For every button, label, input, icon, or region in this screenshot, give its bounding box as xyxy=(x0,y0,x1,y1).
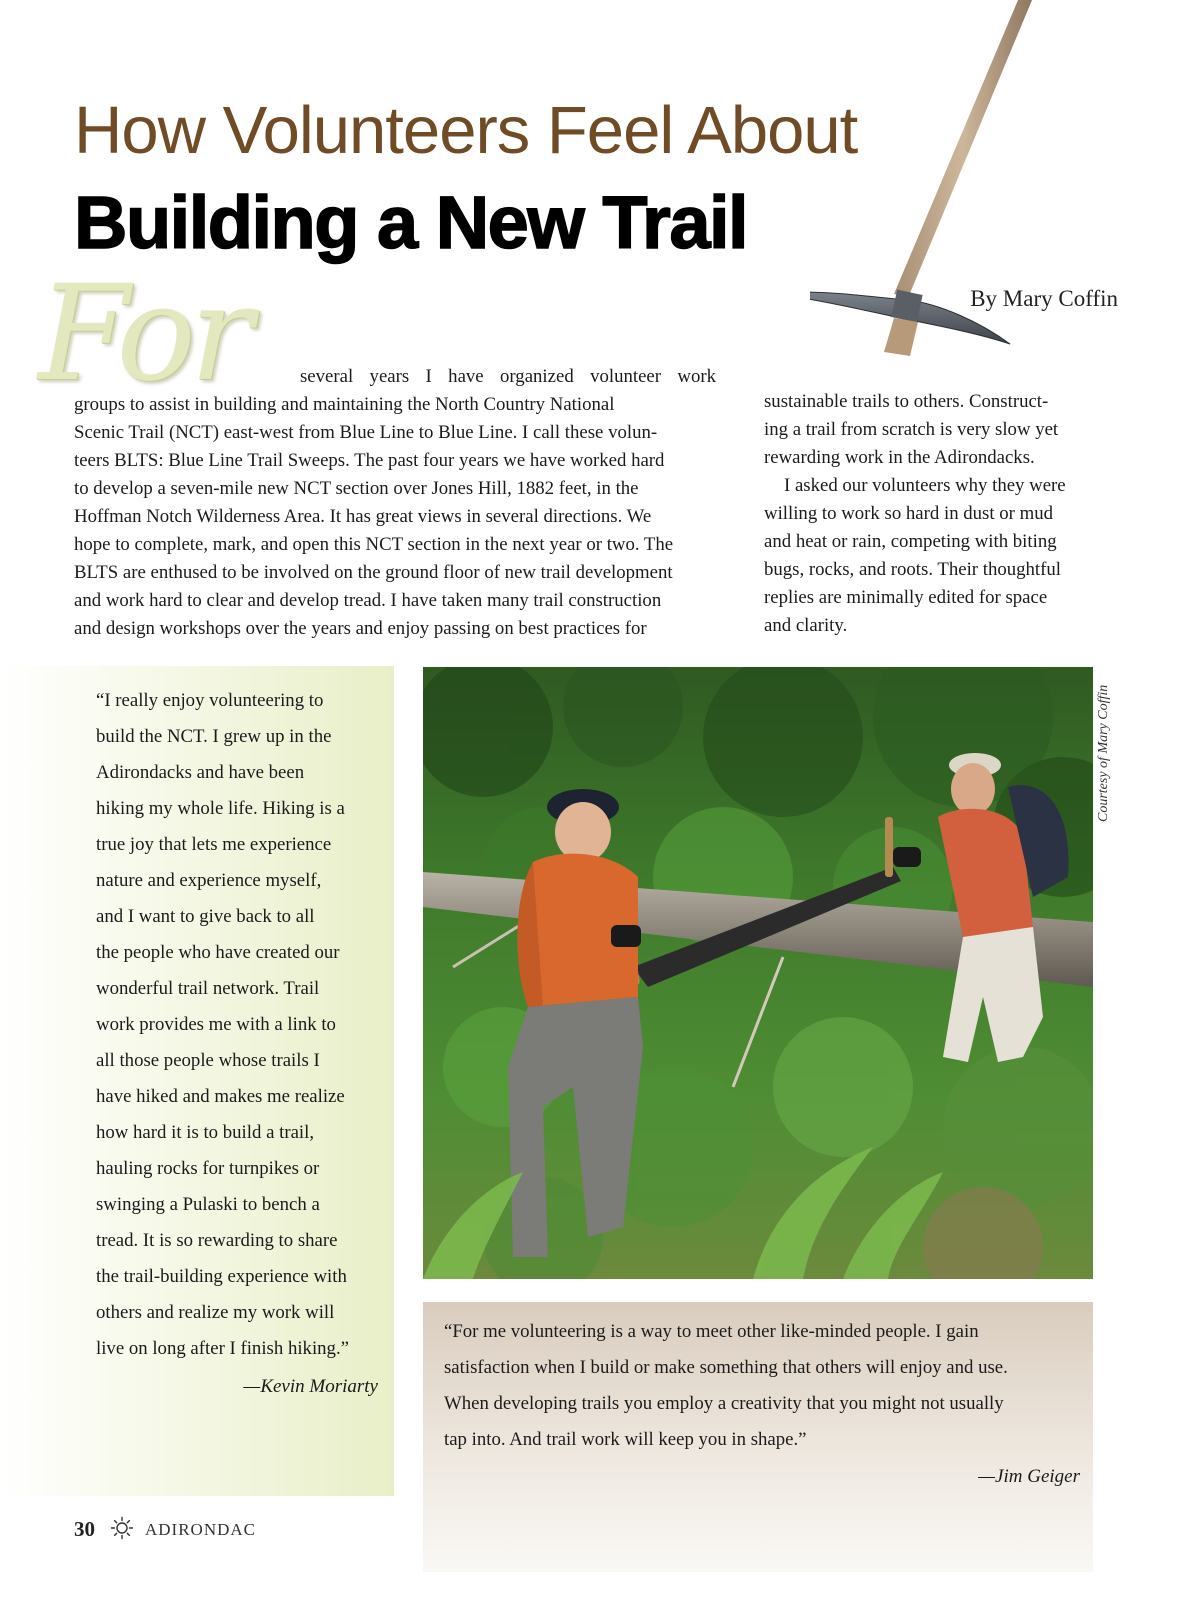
quote-line: tap into. And trail work will keep you in shape.” xyxy=(444,1429,807,1450)
quote-line: hauling rocks for turnpikes or xyxy=(96,1158,320,1179)
body-line: ing a trail from scratch is very slow yet xyxy=(764,419,1059,440)
quote-line: tread. It is so rewarding to share xyxy=(96,1230,338,1251)
body-line: hope to complete, mark, and open this NCT section in the next year or two. The xyxy=(74,534,674,555)
body-line: and work hard to clear and develop tread. I have taken many trail construction xyxy=(74,590,662,611)
word: I xyxy=(425,366,432,387)
quote-line: satisfaction when I build or make something that others will enjoy and use. xyxy=(444,1357,1008,1378)
sidebar-quote-panel xyxy=(0,666,394,1496)
word: several xyxy=(300,366,354,387)
quote-line: true joy that lets me experience xyxy=(96,834,332,855)
page-number: 30 xyxy=(74,1517,95,1541)
quote-attribution: —Jim Geiger xyxy=(978,1466,1080,1487)
quote-line: how hard it is to build a trail, xyxy=(96,1122,315,1143)
byline: By Mary Coffin xyxy=(970,286,1118,311)
body-line: rewarding work in the Adirondacks. xyxy=(764,447,1035,468)
trail-crew-photo xyxy=(423,667,1093,1279)
quote-line: Adirondacks and have been xyxy=(96,762,305,783)
quote-line: “I really enjoy volunteering to xyxy=(96,690,324,711)
body-line: teers BLTS: Blue Line Trail Sweeps. The past four years we have worked hard xyxy=(74,450,665,471)
word: years xyxy=(369,366,410,387)
quote-line: have hiked and makes me realize xyxy=(96,1086,345,1107)
quote-line: all those people whose trails I xyxy=(96,1050,320,1071)
body-line: bugs, rocks, and roots. Their thoughtful xyxy=(764,559,1061,580)
quote-line: others and realize my work will xyxy=(96,1302,335,1323)
quote-line: work provides me with a link to xyxy=(96,1014,336,1035)
quote-line: wonderful trail network. Trail xyxy=(96,978,320,999)
quote-line: “For me volunteering is a way to meet other like-minded people. I gain xyxy=(444,1321,979,1342)
body-line: I asked our volunteers why they were xyxy=(784,475,1066,496)
body-line: BLTS are enthused to be involved on the ground floor of new trail development xyxy=(74,562,673,583)
body-line: replies are minimally edited for space xyxy=(764,587,1048,608)
body-line: and design workshops over the years and enjoy passing on best practices for xyxy=(74,618,647,639)
quote-line: hiking my whole life. Hiking is a xyxy=(96,798,345,819)
title-line-1: How Volunteers Feel About xyxy=(74,93,858,168)
title-line-2: Building a New Trail xyxy=(74,181,748,264)
quote-line: nature and experience myself, xyxy=(96,870,322,891)
quote-line: live on long after I finish hiking.” xyxy=(96,1338,349,1359)
body-line: and clarity. xyxy=(764,615,848,636)
quote-line: swinging a Pulaski to bench a xyxy=(96,1194,320,1215)
sun-icon xyxy=(110,1516,134,1540)
word: work xyxy=(677,366,716,387)
quote-line: When developing trails you employ a creativity that you might not usually xyxy=(444,1393,1004,1414)
drop-cap: For xyxy=(38,257,247,411)
body-line: groups to assist in building and maintaining the North Country National xyxy=(74,394,615,415)
pickaxe-illustration xyxy=(810,0,1050,370)
word: have xyxy=(448,366,484,387)
quote-line: build the NCT. I grew up in the xyxy=(96,726,332,747)
body-line: Scenic Trail (NCT) east-west from Blue Line to Blue Line. I call these volun- xyxy=(74,422,658,443)
quote-line: the people who have created our xyxy=(96,942,340,963)
body-line: sustainable trails to others. Construct- xyxy=(764,391,1049,412)
word: volunteer xyxy=(590,366,662,387)
quote-attribution: —Kevin Moriarty xyxy=(243,1376,378,1397)
body-line: to develop a seven-mile new NCT section over Jones Hill, 1882 feet, in the xyxy=(74,478,639,499)
body-line xyxy=(300,363,716,391)
quote-line: and I want to give back to all xyxy=(96,906,315,927)
word: organized xyxy=(500,366,574,387)
quote-line: the trail-building experience with xyxy=(96,1266,347,1287)
body-line: Hoffman Notch Wilderness Area. It has great views in several directions. We xyxy=(74,506,652,527)
magazine-name: ADIRONDAC xyxy=(145,1520,256,1539)
body-line: and heat or rain, competing with biting xyxy=(764,531,1057,552)
body-line: willing to work so hard in dust or mud xyxy=(764,503,1054,524)
